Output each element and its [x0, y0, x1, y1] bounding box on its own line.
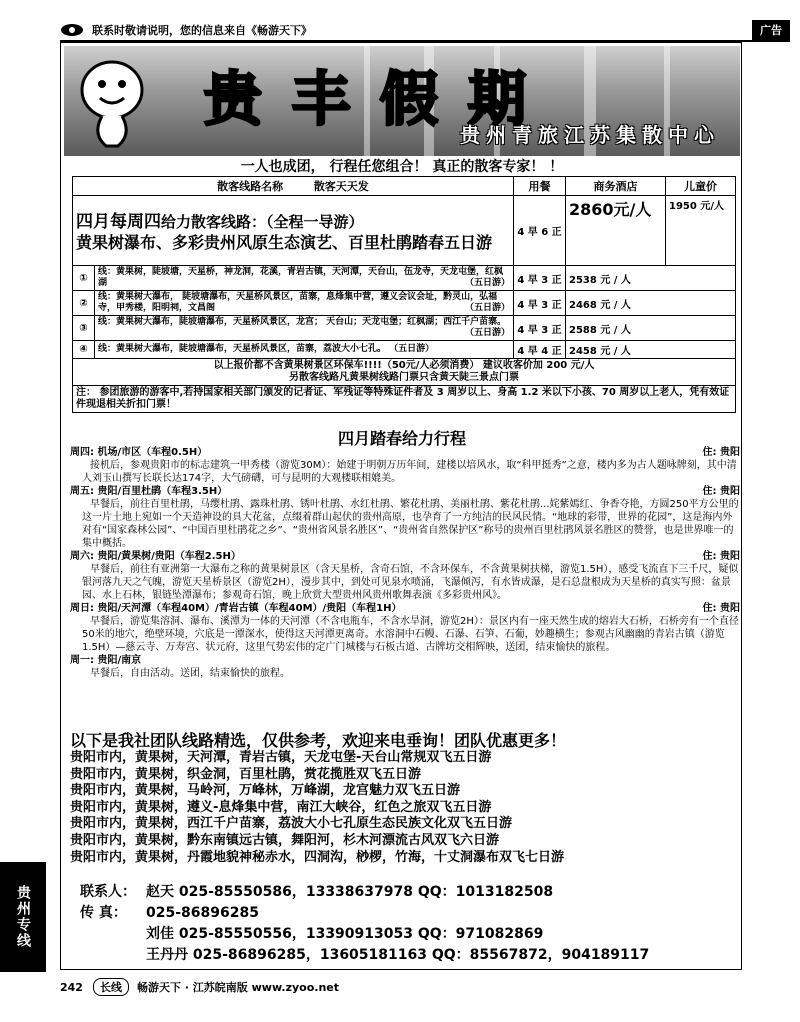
- banner-subtitle: 贵州青旅江苏集散中心: [460, 123, 720, 147]
- itinerary-day: 周一: 贵阳/南京 早餐后，自由活动。送团，结束愉快的旅程。: [70, 655, 290, 679]
- fax-number: 025-86896285: [146, 905, 259, 921]
- promo-child: 1950 元/人: [666, 196, 736, 266]
- page-number: 242: [60, 980, 83, 994]
- promo-suffix: 给力散客线路：（全程一导游）: [161, 213, 364, 231]
- slogan: 一人也成团， 行程任您组合！ 真正的散客专家！ ！: [240, 159, 564, 175]
- note-1: 以上报价都不含黄果树景区环保车!!!!（50元/人必须消费） 建议收客价加 200 元/人: [213, 360, 595, 371]
- footer-badge: 长线: [93, 978, 129, 996]
- itinerary-day: 周四: 机场/市区（车程0.5H） 住: 贵阳 接机后，参观贵阳市的标志建筑一甲秀楼（游览30M）：始建于明朝万历年间，建楼以培风水，取“科甲挺秀”之意，楼内多为古人题咏牌刻，其中清人刘玉山撰写长联长达174字，大气磅礴，可与昆明的大观楼联相媲美。: [70, 447, 740, 484]
- list-item: 贵阳市内，黄果树，黔东南镇远古镇，舞阳河，杉木河漂流古风双飞六日游: [70, 832, 500, 848]
- list-item: 贵阳市内，黄果树，西江千户苗寨，荔波大小七孔原生态民族文化双飞五日游: [70, 816, 513, 832]
- promo-meal: 4 早 6 正: [514, 196, 566, 266]
- top-bar: [60, 20, 790, 40]
- itinerary-title: 四月踏春给力行程: [337, 429, 466, 448]
- footer: [60, 976, 790, 998]
- contact-person-1: 赵天 025-85550586，13338637978 QQ：1013182508: [146, 884, 554, 900]
- table-row: ② 线：黄果树大瀑布， 陡坡塘瀑布，天星桥风景区，苗寨，息烽集中营，遵义会议会址，黔灵山，弘福寺，甲秀楼，阳明祠，文昌阁 （五日游） 4 早 3 正 2468 元 / 人: [73, 291, 736, 316]
- itinerary: [70, 446, 740, 680]
- price-table: [72, 176, 736, 413]
- note-row: [73, 386, 736, 413]
- list-item: 贵阳市内，黄果树，马岭河，万峰林，万峰湖，龙宫魅力双飞五日游: [70, 783, 461, 799]
- banner: [64, 46, 740, 156]
- promo-price: 2860元/人: [566, 196, 666, 266]
- contact-info: [80, 882, 740, 966]
- itinerary-day: 周六: 贵阳/黄果树/贵阳（车程2.5H） 住: 贵阳 早餐后，前往有亚洲第一大瀑布之称的黄果树景区（含天星桥，含奇石馆，不含环保车，不含黄果树扶梯，游览1.5H），感受飞流直下三千尺，疑似银河落九天之气魄，游览天星桥景区（游览2H），漫步其中，到处可见泉水喷涌，飞瀑倾泻，有水皆成瀑，是石总盘根成为天星桥的真实写照：盆景园、水上石林，银链坠潭瀑布；参观奇石馆，晚上欣赏大型贵州风贵州歌舞表演《多彩贵州风》。: [70, 551, 740, 601]
- mascot-icon: [72, 54, 152, 150]
- promo-route: 黄果树瀑布、多彩贵州风原生态演艺、百里杜鹃踏春五日游: [76, 233, 493, 252]
- fax-label: 传 真：: [80, 905, 127, 921]
- itinerary-day: 周五: 贵阳/百里杜鹃（车程3.5H） 住: 贵阳 早餐后，前往百里杜鹃，马缨杜鹃、露珠杜鹃、锈叶杜鹃、水红杜鹃、繁花杜鹃、美丽杜鹃、紫花杜鹃...姹紫嫣红、争香夺艳，方圆250平方公里的这一片土地上宛如一个天造神设的具大花盆，点缀着群山起伏的贵州高原，也孕育了一方纯洁的民风民情。“地球的彩带，世界的花园”，这是海内外对有“国家森林公园”、“中国百里杜鹃花之乡”、“贵州省风景名胜区”、“贵州省自然保护区”称号的贵州百里杜鹃风景名胜区的赞誉，也是世界唯一的集中概括。: [70, 486, 740, 549]
- list-item: 贵阳市内，黄果树，丹霞地貌神秘赤水，四洞沟，桫椤，竹海，十丈洞瀑布双飞七日游: [70, 849, 565, 865]
- group-routes-title: 以下是我社团队线路精选，仅供参考，欢迎来电垂询！团队优惠更多！: [70, 731, 567, 750]
- banner-title: 贵丰假期: [204, 65, 557, 133]
- table-row: ① 线：黄果树，陡坡塘，天星桥，神龙洞，花溪，青岩古镇，天河潭，天台山，伍龙寺，天龙屯堡，红枫湖 （五日游） 4 早 3 正 2538 元 / 人: [73, 266, 736, 291]
- source-notice: 联系时敬请说明，您的信息来自《畅游天下》: [92, 24, 312, 37]
- header-route: 散客线路名称 散客天天发: [73, 177, 514, 196]
- contact-label: 联系人：: [80, 884, 136, 900]
- group-routes-list: [70, 750, 740, 866]
- promo-row: [73, 196, 736, 266]
- header-meal: 用餐: [514, 177, 566, 196]
- promo-prefix: 四月每周四: [76, 212, 161, 232]
- footer-text: 畅游天下 · 江苏皖南版 www.zyoo.net: [136, 981, 340, 994]
- header-child: 儿童价: [666, 177, 736, 196]
- side-tab: 贵州专线: [0, 862, 46, 972]
- contact-person-2: 刘佳 025-85550556，13390913053 QQ：971082869: [146, 926, 544, 942]
- ad-label: 广告: [752, 20, 790, 40]
- list-item: 贵阳市内，黄果树，遵义-息烽集中营，南江大峡谷，红色之旅双飞五日游: [70, 799, 492, 815]
- table-row: ③ 线：黄果树大瀑布，陡坡塘瀑布，天星桥风景区，龙宫； 天台山；天龙屯堡；红枫湖；西江千户苗寨。 （五日游） 4 早 3 正 2588 元 / 人: [73, 316, 736, 341]
- note-2: 另散客线路凡黄果树线路门票只含黄天陡三景点门票: [289, 372, 519, 383]
- table-row: ④ 线：黄果树大瀑布，陡坡塘瀑布，天星桥风景区，苗寨，荔波大小七孔。 （五日游） 4 早 4 正 2458 元 / 人: [73, 341, 736, 359]
- contact-person-3: 王丹丹 025-86896285，13605181163 QQ：85567872，904189117: [146, 947, 650, 963]
- note-3: 注： 参团旅游的游客中,若持国家相关部门颁发的记者证、军残证等特殊证件者及 3 周岁以上、身高 1.2 米以下小孩、70 周岁以上老人，凭有效证件现退相关折扣门票！: [73, 386, 736, 413]
- table-header-row: [73, 177, 736, 196]
- list-item: 贵阳市内，黄果树，天河潭，青岩古镇，天龙屯堡-天台山常规双飞五日游: [70, 750, 492, 765]
- itinerary-day: 周日: 贵阳/天河潭（车程40M）/青岩古镇（车程40M）/贵阳（车程1H） 住: 贵阳 早餐后，游览集溶洞、瀑布、溪潭为一体的天河潭（不含电瓶车，不含水旱洞，游览2H）：景区内有一座天然生成的熔岩大石桥，石桥旁有一个直径50米的地穴，绝壁环境，穴底是一潭深水，使得这天河潭更离奇。水溶洞中石幔、石瀑、石笋、石葡，妙趣横生；参观古风幽幽的青岩古镇（游览1.5H）—慈云寺、万寿宫、状元府，这里气势宏伟的定广门城楼与石板古道、古牌坊交相辉映，送团，结束愉快的旅程。: [70, 603, 740, 653]
- header-hotel: 商务酒店: [566, 177, 666, 196]
- list-item: 贵阳市内，黄果树，织金洞，百里杜鹃，赏花揽胜双飞五日游: [70, 766, 422, 782]
- note-row: [73, 359, 736, 386]
- magazine-logo-icon: [60, 23, 84, 37]
